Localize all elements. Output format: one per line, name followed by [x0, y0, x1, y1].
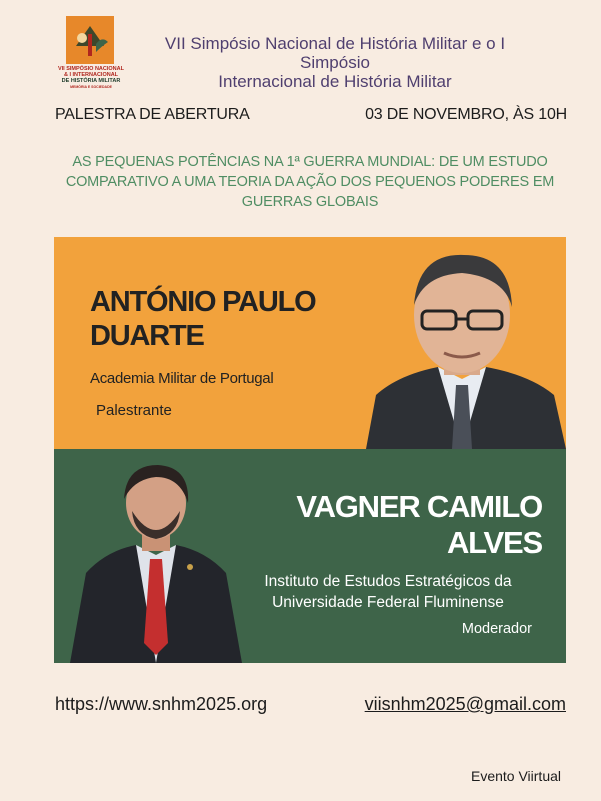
speaker-institution: Academia Militar de Portugal: [90, 370, 274, 387]
event-logo: [52, 14, 130, 96]
lecture-title-line3: GUERRAS GLOBAIS: [241, 194, 379, 210]
logo-line4: MEMÓRIA E SOCIEDADE: [70, 85, 112, 89]
moderator-institution-line2: Universidade Federal Fluminense: [272, 594, 504, 611]
moderator-photo: [66, 463, 246, 663]
logo-emblem-icon: [66, 16, 114, 64]
speaker-panel: [54, 237, 566, 449]
moderator-institution: [238, 571, 538, 613]
moderator-name-line1: VAGNER CAMILO: [296, 489, 542, 524]
logo-line1: VII SIMPÓSIO NACIONAL: [57, 66, 124, 72]
moderator-panel: [54, 449, 566, 663]
symposium-title: [130, 34, 540, 91]
speaker-photo: [358, 245, 566, 449]
speaker-name: [90, 285, 316, 353]
speaker-name-line2: DUARTE: [90, 320, 204, 352]
symposium-title-line1: VII Simpósio Nacional de História Militar e o I Simpósio: [164, 34, 506, 72]
moderator-name-line2: ALVES: [446, 525, 542, 560]
moderator-name: [296, 489, 542, 561]
logo-caption: [52, 66, 130, 90]
symposium-title-line2: Internacional de História Militar: [218, 72, 452, 91]
speaker-name-line1: ANTÓNIO PAULO: [90, 286, 316, 318]
speaker-role: Palestrante: [96, 402, 172, 419]
event-type-label: Evento Viirtual: [470, 768, 561, 784]
lecture-title-line1: AS PEQUENAS POTÊNCIAS NA 1ª GUERRA MUNDIAL: DE UM ESTUDO: [72, 154, 548, 170]
website-link[interactable]: https://www.snhm2025.org: [55, 694, 268, 714]
event-datetime: 03 DE NOVEMBRO, ÀS 10H: [365, 106, 567, 123]
lecture-title: [52, 152, 568, 212]
email-link[interactable]: viisnhm2025@gmail.com: [364, 694, 566, 714]
event-label: PALESTRA DE ABERTURA: [55, 106, 250, 123]
logo-line2: & I INTERNACIONAL: [63, 72, 119, 78]
lecture-title-line2: COMPARATIVO A UMA TEORIA DA AÇÃO DOS PEQUENOS PODERES EM: [65, 174, 555, 190]
moderator-institution-line1: Instituto de Estudos Estratégicos da: [264, 573, 512, 590]
moderator-role: Moderador: [461, 621, 532, 637]
logo-line3: DE HISTÓRIA MILITAR: [61, 78, 121, 84]
